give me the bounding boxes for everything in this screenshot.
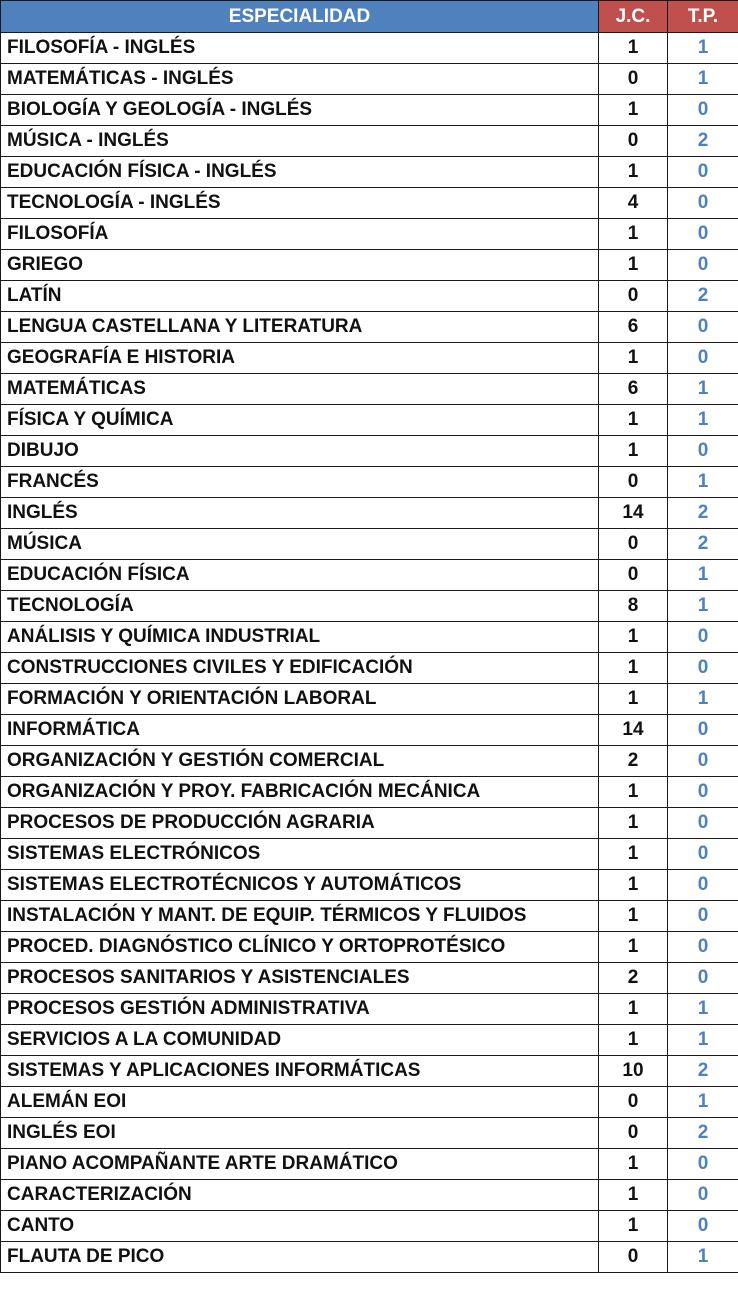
- tp-cell: 0: [668, 1180, 738, 1211]
- especialidad-cell: ALEMÁN EOI: [1, 1087, 599, 1118]
- tp-cell: 1: [668, 994, 738, 1025]
- table-row: [1, 684, 738, 715]
- table-row: [1, 560, 738, 591]
- jc-cell: 1: [599, 343, 668, 374]
- jc-cell: 1: [599, 839, 668, 870]
- especialidad-cell: ORGANIZACIÓN Y GESTIÓN COMERCIAL: [1, 746, 599, 777]
- table-row: [1, 622, 738, 653]
- tp-cell: 1: [668, 33, 738, 64]
- especialidad-cell: INGLÉS EOI: [1, 1118, 599, 1149]
- jc-cell: 14: [599, 498, 668, 529]
- jc-cell: 4: [599, 188, 668, 219]
- tp-cell: 1: [668, 591, 738, 622]
- table-row: [1, 1056, 738, 1087]
- tp-cell: 0: [668, 808, 738, 839]
- especialidad-cell: FORMACIÓN Y ORIENTACIÓN LABORAL: [1, 684, 599, 715]
- tp-cell: 0: [668, 219, 738, 250]
- tp-cell: 1: [668, 560, 738, 591]
- especialidad-cell: ORGANIZACIÓN Y PROY. FABRICACIÓN MECÁNICA: [1, 777, 599, 808]
- table-row: [1, 994, 738, 1025]
- tp-cell: 0: [668, 95, 738, 126]
- jc-cell: 0: [599, 126, 668, 157]
- table-row: [1, 219, 738, 250]
- table-row: [1, 281, 738, 312]
- tp-cell: 1: [668, 1087, 738, 1118]
- tp-cell: 0: [668, 901, 738, 932]
- jc-cell: 10: [599, 1056, 668, 1087]
- especialidad-cell: EDUCACIÓN FÍSICA - INGLÉS: [1, 157, 599, 188]
- tp-cell: 0: [668, 1211, 738, 1242]
- tp-cell: 0: [668, 622, 738, 653]
- especialidad-cell: FILOSOFÍA: [1, 219, 599, 250]
- jc-cell: 6: [599, 374, 668, 405]
- table-row: [1, 1242, 738, 1273]
- table-row: [1, 498, 738, 529]
- tp-cell: 0: [668, 777, 738, 808]
- table-row: [1, 963, 738, 994]
- tp-cell: 0: [668, 653, 738, 684]
- jc-cell: 1: [599, 932, 668, 963]
- tp-cell: 2: [668, 1118, 738, 1149]
- especialidad-cell: INFORMÁTICA: [1, 715, 599, 746]
- jc-cell: 1: [599, 870, 668, 901]
- header-jc: J.C.: [599, 1, 668, 33]
- tp-cell: 0: [668, 1149, 738, 1180]
- especialidad-cell: DIBUJO: [1, 436, 599, 467]
- jc-cell: 0: [599, 529, 668, 560]
- tp-cell: 2: [668, 498, 738, 529]
- jc-cell: 1: [599, 653, 668, 684]
- jc-cell: 1: [599, 684, 668, 715]
- tp-cell: 0: [668, 436, 738, 467]
- especialidad-cell: FÍSICA Y QUÍMICA: [1, 405, 599, 436]
- table-row: [1, 777, 738, 808]
- header-tp: T.P.: [668, 1, 738, 33]
- table-row: [1, 95, 738, 126]
- table-row: [1, 467, 738, 498]
- table-row: [1, 715, 738, 746]
- especialidad-cell: LENGUA CASTELLANA Y LITERATURA: [1, 312, 599, 343]
- table-row: [1, 157, 738, 188]
- jc-cell: 14: [599, 715, 668, 746]
- table-row: [1, 126, 738, 157]
- especialidad-cell: SISTEMAS ELECTRÓNICOS: [1, 839, 599, 870]
- tp-cell: 0: [668, 839, 738, 870]
- table-row: [1, 1118, 738, 1149]
- tp-cell: 0: [668, 715, 738, 746]
- table-row: [1, 250, 738, 281]
- header-row: [1, 1, 738, 33]
- tp-cell: 1: [668, 64, 738, 95]
- tp-cell: 0: [668, 312, 738, 343]
- especialidad-cell: SISTEMAS ELECTROTÉCNICOS Y AUTOMÁTICOS: [1, 870, 599, 901]
- jc-cell: 1: [599, 1180, 668, 1211]
- table-row: [1, 839, 738, 870]
- header-especialidad: ESPECIALIDAD: [1, 1, 599, 33]
- especialidad-cell: INSTALACIÓN Y MANT. DE EQUIP. TÉRMICOS Y FLUIDOS: [1, 901, 599, 932]
- table-row: [1, 312, 738, 343]
- especialidad-cell: INGLÉS: [1, 498, 599, 529]
- especialidad-cell: GRIEGO: [1, 250, 599, 281]
- table-row: [1, 33, 738, 64]
- especialidad-cell: PIANO ACOMPAÑANTE ARTE DRAMÁTICO: [1, 1149, 599, 1180]
- table-row: [1, 870, 738, 901]
- especialidad-cell: SISTEMAS Y APLICACIONES INFORMÁTICAS: [1, 1056, 599, 1087]
- especialidad-cell: GEOGRAFÍA E HISTORIA: [1, 343, 599, 374]
- tp-cell: 1: [668, 405, 738, 436]
- tp-cell: 0: [668, 932, 738, 963]
- jc-cell: 1: [599, 622, 668, 653]
- tp-cell: 0: [668, 343, 738, 374]
- jc-cell: 1: [599, 219, 668, 250]
- jc-cell: 1: [599, 1211, 668, 1242]
- jc-cell: 1: [599, 1149, 668, 1180]
- tp-cell: 0: [668, 963, 738, 994]
- jc-cell: 2: [599, 746, 668, 777]
- especialidad-cell: FILOSOFÍA - INGLÉS: [1, 33, 599, 64]
- table-body: [1, 33, 738, 1273]
- table-row: [1, 188, 738, 219]
- especialidad-cell: PROCESOS GESTIÓN ADMINISTRATIVA: [1, 994, 599, 1025]
- tp-cell: 2: [668, 529, 738, 560]
- table-row: [1, 1149, 738, 1180]
- jc-cell: 1: [599, 808, 668, 839]
- table-row: [1, 808, 738, 839]
- tp-cell: 0: [668, 250, 738, 281]
- table-row: [1, 901, 738, 932]
- jc-cell: 8: [599, 591, 668, 622]
- tp-cell: 1: [668, 374, 738, 405]
- especialidad-cell: MATEMÁTICAS: [1, 374, 599, 405]
- jc-cell: 1: [599, 95, 668, 126]
- tp-cell: 1: [668, 1242, 738, 1273]
- table-row: [1, 436, 738, 467]
- especialidad-cell: BIOLOGÍA Y GEOLOGÍA - INGLÉS: [1, 95, 599, 126]
- especialidad-cell: TECNOLOGÍA: [1, 591, 599, 622]
- table-row: [1, 374, 738, 405]
- especialidad-cell: MÚSICA: [1, 529, 599, 560]
- jc-cell: 1: [599, 901, 668, 932]
- jc-cell: 1: [599, 777, 668, 808]
- table-row: [1, 1180, 738, 1211]
- especialidad-cell: CARACTERIZACIÓN: [1, 1180, 599, 1211]
- table-row: [1, 591, 738, 622]
- jc-cell: 0: [599, 560, 668, 591]
- jc-cell: 1: [599, 436, 668, 467]
- jc-cell: 0: [599, 64, 668, 95]
- especialidad-cell: CONSTRUCCIONES CIVILES Y EDIFICACIÓN: [1, 653, 599, 684]
- table-row: [1, 653, 738, 684]
- table-row: [1, 1087, 738, 1118]
- tp-cell: 0: [668, 188, 738, 219]
- jc-cell: 0: [599, 1242, 668, 1273]
- jc-cell: 0: [599, 1087, 668, 1118]
- tp-cell: 0: [668, 157, 738, 188]
- table-header: [1, 1, 738, 33]
- especialidad-cell: LATÍN: [1, 281, 599, 312]
- tp-cell: 0: [668, 746, 738, 777]
- especialidad-cell: FRANCÉS: [1, 467, 599, 498]
- tp-cell: 2: [668, 281, 738, 312]
- especialidad-cell: TECNOLOGÍA - INGLÉS: [1, 188, 599, 219]
- jc-cell: 2: [599, 963, 668, 994]
- tp-cell: 2: [668, 1056, 738, 1087]
- table-row: [1, 932, 738, 963]
- tp-cell: 1: [668, 684, 738, 715]
- especialidad-cell: PROCESOS SANITARIOS Y ASISTENCIALES: [1, 963, 599, 994]
- especialidad-cell: PROCED. DIAGNÓSTICO CLÍNICO Y ORTOPROTÉSICO: [1, 932, 599, 963]
- tp-cell: 1: [668, 467, 738, 498]
- especialidad-cell: FLAUTA DE PICO: [1, 1242, 599, 1273]
- jc-cell: 1: [599, 1025, 668, 1056]
- especialidad-cell: SERVICIOS A LA COMUNIDAD: [1, 1025, 599, 1056]
- jc-cell: 1: [599, 994, 668, 1025]
- especialidad-cell: MATEMÁTICAS - INGLÉS: [1, 64, 599, 95]
- table-row: [1, 746, 738, 777]
- tp-cell: 1: [668, 1025, 738, 1056]
- table-row: [1, 1025, 738, 1056]
- especialidad-cell: ANÁLISIS Y QUÍMICA INDUSTRIAL: [1, 622, 599, 653]
- jc-cell: 1: [599, 250, 668, 281]
- jc-cell: 1: [599, 157, 668, 188]
- jc-cell: 1: [599, 405, 668, 436]
- tp-cell: 2: [668, 126, 738, 157]
- table-row: [1, 529, 738, 560]
- jc-cell: 1: [599, 33, 668, 64]
- table-row: [1, 1211, 738, 1242]
- especialidad-cell: CANTO: [1, 1211, 599, 1242]
- especialidad-cell: MÚSICA - INGLÉS: [1, 126, 599, 157]
- jc-cell: 0: [599, 1118, 668, 1149]
- especialidad-cell: EDUCACIÓN FÍSICA: [1, 560, 599, 591]
- tp-cell: 0: [668, 870, 738, 901]
- table-row: [1, 64, 738, 95]
- table-row: [1, 405, 738, 436]
- jc-cell: 0: [599, 281, 668, 312]
- jc-cell: 6: [599, 312, 668, 343]
- jc-cell: 0: [599, 467, 668, 498]
- table-row: [1, 343, 738, 374]
- especialidad-cell: PROCESOS DE PRODUCCIÓN AGRARIA: [1, 808, 599, 839]
